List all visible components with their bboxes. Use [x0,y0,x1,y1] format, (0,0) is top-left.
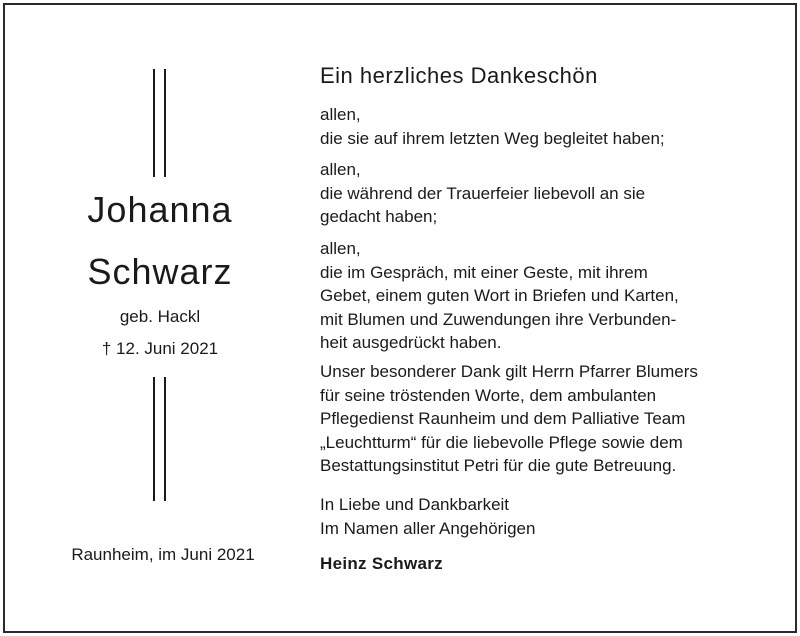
place-and-date: Raunheim, im Juni 2021 [71,545,255,564]
text-line: Pflegedienst Raunheim und dem Palliative Team [320,409,686,429]
text-line: Bestattungsinstitut Petri für die gute Betreuung. [320,456,677,476]
text-line: mit Blumen und Zuwendungen ihre Verbunden- [320,309,677,329]
decorative-bar [153,377,155,501]
text-line: Unser besonderer Dank gilt Herrn Pfarrer Blumers [320,362,698,381]
text-line: heit ausgedrückt haben. [320,333,502,353]
decorative-bar [153,69,155,177]
left-column [5,5,325,631]
text-line: die während der Trauerfeier liebevoll an sie [320,183,646,203]
right-column [318,5,788,631]
signer-name: Heinz Schwarz [320,554,443,573]
text-line: Im Namen aller Angehörigen [320,518,536,538]
text-line: „Leuchtturm“ für die liebevolle Pflege sowie dem [320,432,683,452]
decorative-bars-top [153,69,167,177]
thanks-paragraph [320,103,780,150]
text-line: die sie auf ihrem letzten Weg begleitet haben; [320,128,665,148]
text-line: In Liebe und Dankbarkeit [320,495,510,514]
text-line: für seine tröstenden Worte, dem ambulanten [320,385,657,405]
text-line: allen, [320,160,361,179]
text-line: die im Gespräch, mit einer Geste, mit ihrem [320,262,648,282]
deceased-last-name: Schwarz [87,251,233,292]
special-thanks-paragraph [320,360,780,478]
maiden-name: geb. Hackl [119,307,201,326]
thank-you-notice [3,3,797,633]
text-line: allen, [320,105,361,124]
decorative-bar [164,69,166,177]
closing-lines [320,493,780,540]
death-date: † 12. Juni 2021 [101,339,219,358]
deceased-first-name: Johanna [87,189,233,230]
text-line: Gebet, einem guten Wort in Briefen und Karten, [320,286,679,306]
decorative-bars-bottom [153,377,167,501]
decorative-bar [164,377,166,501]
thanks-paragraph [320,158,780,229]
text-line: allen, [320,239,361,258]
notice-heading: Ein herzliches Dankeschön [320,63,598,88]
thanks-paragraph [320,237,780,355]
text-line: gedacht haben; [320,207,438,227]
